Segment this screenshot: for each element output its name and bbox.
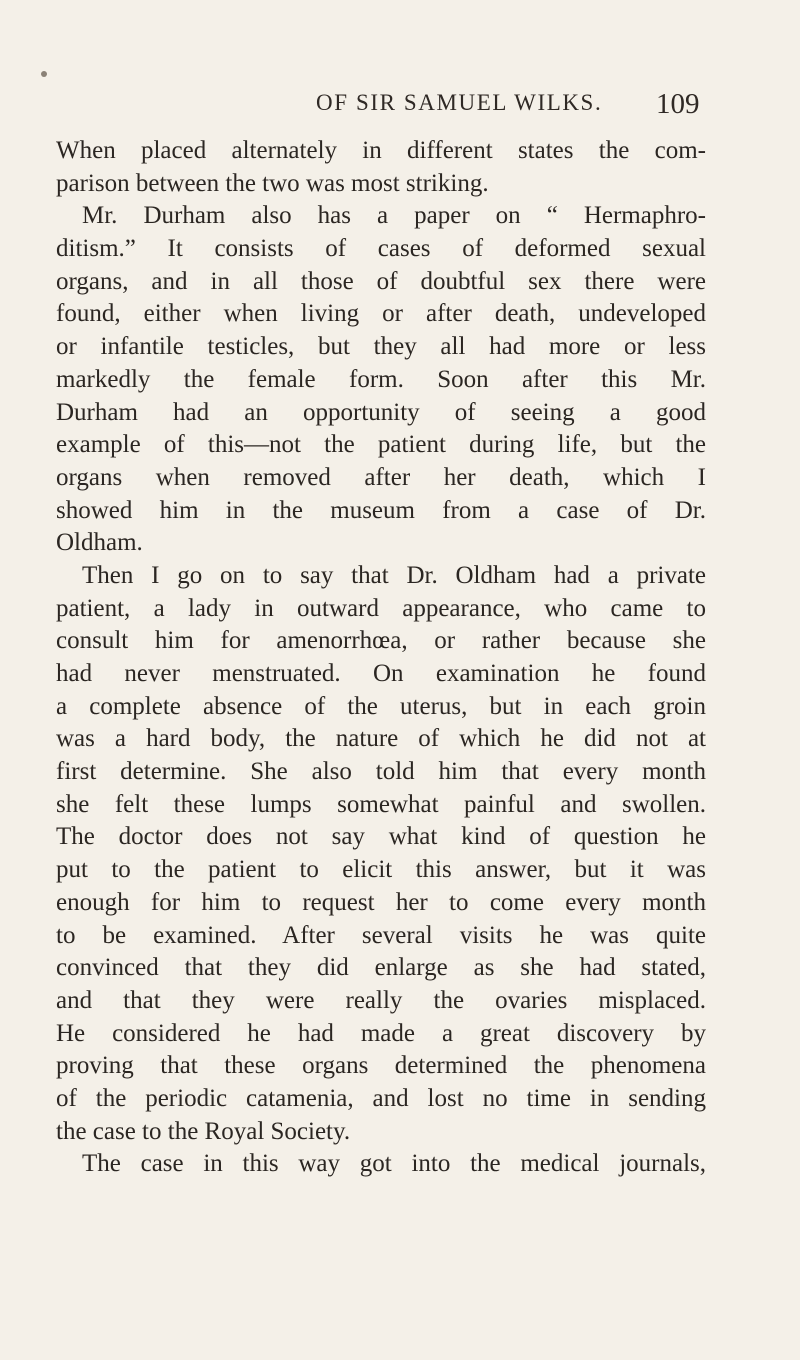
text-line: example of this—not the patient during life, but the bbox=[56, 431, 706, 459]
page-number: 109 bbox=[656, 88, 700, 120]
text-line: the case to the Royal Society. bbox=[56, 1117, 351, 1145]
text-line: she felt these lumps somewhat painful and swollen. bbox=[56, 790, 706, 818]
text-line: of the periodic catamenia, and lost no time in sending bbox=[56, 1084, 706, 1112]
text-line: first determine. She also told him that every month bbox=[56, 758, 706, 786]
text-line: He considered he had made a great discovery by bbox=[56, 1019, 706, 1047]
text-line: Mr. Durham also has a paper on “ Hermaphro- bbox=[82, 202, 706, 230]
text-line: enough for him to request her to come every month bbox=[56, 888, 706, 916]
text-line: was a hard body, the nature of which he did not at bbox=[56, 725, 706, 753]
text-line: put to the patient to elicit this answer, but it was bbox=[56, 856, 706, 884]
text-line: parison between the two was most striking. bbox=[56, 169, 489, 197]
text-line: had never menstruated. On examination he found bbox=[56, 660, 706, 687]
text-line: ditism.” It consists of cases of deformed sexual bbox=[56, 235, 706, 263]
text-line: Oldham. bbox=[56, 529, 143, 557]
text-line: a complete absence of the uterus, but in each groin bbox=[56, 692, 706, 720]
running-head: OF SIR SAMUEL WILKS. bbox=[316, 90, 603, 115]
text-line: to be examined. After several visits he was quite bbox=[56, 921, 706, 949]
text-line: found, either when living or after death, undeveloped bbox=[56, 300, 706, 328]
text-line: consult him for amenorrhœa, or rather because she bbox=[56, 627, 706, 655]
ink-spot bbox=[41, 71, 47, 77]
body-text bbox=[56, 135, 706, 1181]
text-line: and that they were really the ovaries misplaced. bbox=[56, 986, 706, 1014]
text-line: Then I go on to say that Dr. Oldham had a private bbox=[82, 561, 706, 589]
text-line: showed him in the museum from a case of Dr. bbox=[56, 496, 706, 524]
text-line: patient, a lady in outward appearance, who came to bbox=[56, 594, 706, 622]
page-header bbox=[0, 88, 800, 122]
text-line: Durham had an opportunity of seeing a good bbox=[56, 398, 706, 426]
text-line: The doctor does not say what kind of question he bbox=[56, 823, 706, 851]
text-line: The case in this way got into the medical journals, bbox=[82, 1150, 706, 1178]
text-line: markedly the female form. Soon after this Mr. bbox=[56, 365, 706, 393]
text-line: or infantile testicles, but they all had more or less bbox=[56, 333, 706, 361]
text-line: organs when removed after her death, which I bbox=[56, 463, 706, 491]
text-line: organs, and in all those of doubtful sex there were bbox=[56, 267, 706, 295]
text-line: proving that these organs determined the phenomena bbox=[56, 1052, 706, 1080]
text-line: convinced that they did enlarge as she had stated, bbox=[56, 954, 706, 982]
text-line: When placed alternately in different states the com- bbox=[56, 137, 706, 164]
